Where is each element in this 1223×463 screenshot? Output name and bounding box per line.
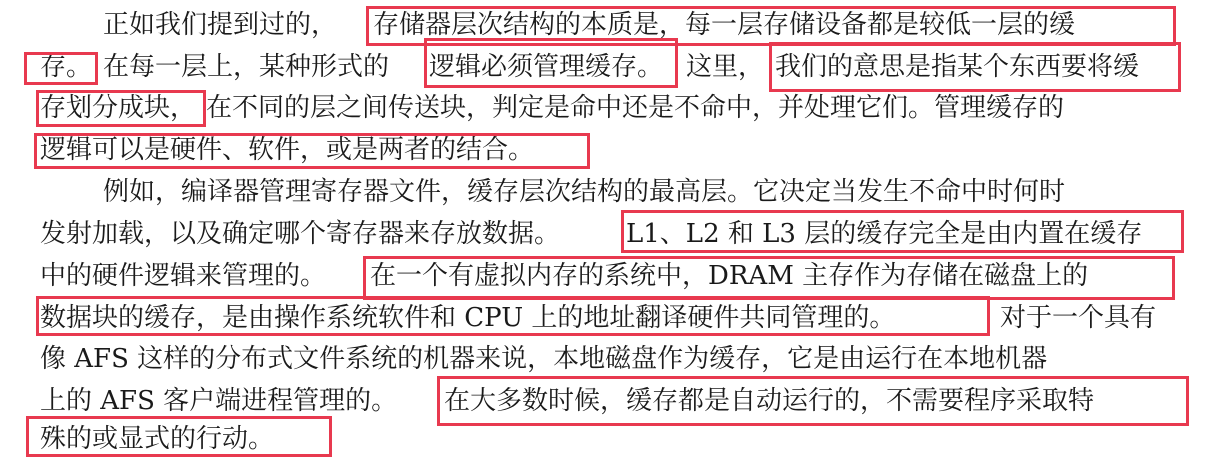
text-segment: 正如我们提到过的，	[103, 10, 338, 40]
text-segment: 发射加载，以及确定哪个寄存器来存放数据。	[40, 219, 561, 249]
highlight-box	[36, 296, 990, 336]
text-segment: 这里，	[686, 52, 765, 82]
text-segment: 在每一层上，某种形式的	[103, 52, 390, 82]
text-line	[0, 339, 1223, 379]
highlight-box	[769, 42, 1181, 92]
highlight-box	[621, 210, 1184, 253]
highlight-box	[363, 256, 1175, 300]
text-segment: 例如，编译器管理寄存器文件，缓存层次结构的最高层。它决定当发生不命中时何时	[103, 177, 1066, 207]
highlight-box	[36, 90, 206, 127]
text-segment: 逻辑可以是硬件、软件，或是两者的结合。	[40, 135, 535, 165]
text-segment: 数据块的缓存，是由操作系统软件和 CPU 上的地址翻译硬件共同管理的。	[40, 303, 896, 333]
text-segment: 存储器层次结构的本质是，每一层存储设备都是较低一层的缓	[373, 10, 1076, 40]
highlight-box	[34, 133, 590, 169]
highlight-box	[26, 416, 332, 457]
text-segment: 我们的意思是指某个东西要将缓	[775, 52, 1140, 82]
text-segment: 在一个有虚拟内存的系统中，DRAM 主存作为存储在磁盘上的	[370, 261, 1089, 291]
text-segment: 在不同的层之间传送块，判定是命中还是不命中，并处理它们。管理缓存的	[206, 93, 1065, 123]
highlight-box	[437, 376, 1189, 426]
text-segment: 逻辑必须管理缓存。	[429, 52, 664, 82]
text-segment: 像 AFS 这样的分布式文件系统的机器来说，本地磁盘作为缓存，它是由运行在本地机器	[40, 344, 1048, 374]
text-segment: 在大多数时候，缓存都是自动运行的，不需要程序采取特	[444, 386, 1095, 416]
text-segment: 上的 AFS 客户端进程管理的。	[40, 386, 398, 416]
text-segment: 存。	[40, 52, 93, 82]
text-line	[0, 172, 1223, 212]
text-segment: 中的硬件逻辑来管理的。	[40, 261, 327, 291]
highlight-box	[24, 52, 98, 85]
text-segment: L1、L2 和 L3 层的缓存完全是由内置在缓存	[626, 219, 1143, 249]
text-segment: 殊的或显式的行动。	[40, 424, 275, 454]
highlight-box	[424, 38, 678, 88]
text-segment: 存划分成块，	[40, 93, 197, 123]
text-segment: 对于一个具有	[1000, 303, 1157, 333]
